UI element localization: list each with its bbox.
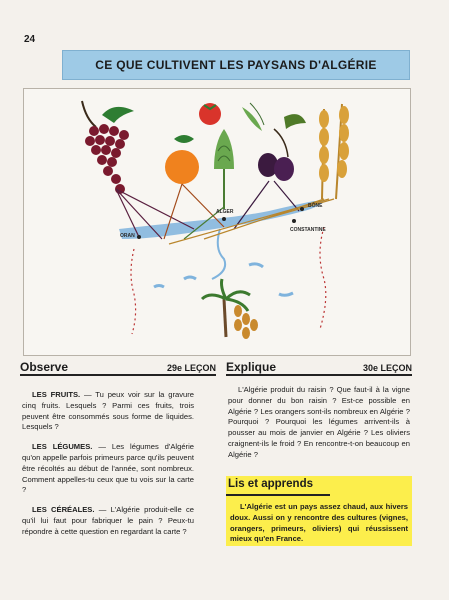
- orange-icon: [165, 135, 199, 184]
- heading-underline: [226, 494, 330, 496]
- explique-header: [226, 356, 412, 376]
- city-label: ALGER: [216, 209, 234, 215]
- lis-et-apprends-text: [230, 502, 408, 545]
- grapes-icon: [82, 101, 134, 194]
- explique-lesson: 30e LEÇON: [362, 363, 412, 373]
- paragraph-legumes: [22, 442, 194, 496]
- paragraph-lead: LES FRUITS.: [32, 390, 81, 399]
- border-west: [131, 249, 136, 334]
- paragraph-lead: LES CÉRÉALES.: [32, 505, 95, 515]
- page-number: 24: [24, 34, 36, 45]
- city-label: CONSTANTINE: [290, 227, 326, 233]
- explique-heading: Explique: [226, 360, 277, 374]
- page-title-text: CE QUE CULTIVENT LES PAYSANS D'ALGÉRIE: [95, 58, 377, 72]
- observe-text: [22, 390, 194, 547]
- lis-et-apprends-heading: Lis et apprends: [228, 478, 313, 490]
- city-label: ORAN: [120, 233, 135, 239]
- paragraph-body: — L'Algérie produit-elle ce qu'il lui faut pour fabriquer le pain ? Peux-tu répondre à cette question en regardant la carte ?: [22, 505, 194, 536]
- border-east: [320, 227, 326, 329]
- paragraph-cereales: [22, 505, 194, 537]
- tomato-icon: [199, 103, 221, 125]
- beans-icon: [242, 103, 264, 131]
- wheat-icon: [319, 104, 349, 199]
- river: [212, 229, 225, 279]
- explique-text: [228, 385, 410, 470]
- artichoke-icon: [214, 129, 234, 209]
- olives-icon: [258, 114, 306, 181]
- observe-header: [20, 356, 216, 376]
- paragraph-fruits: [22, 390, 194, 433]
- observe-lesson: 29e LEÇON: [166, 363, 216, 373]
- explique-paragraph: L'Algérie produit du raisin ? Que faut-il à la vigne pour donner du bon raisin ? Est-ce possible en Algérie ? Les orangers sont-ils nombreux en Algérie ? Pourquoi ? Pourquoi les légumes arrivent-ils à pousser au mois de janvier en Algérie ? Les oliviers craignent-ils le froid ? En rencontre-t-on beaucoup en Algérie ?: [228, 385, 410, 459]
- paragraph-body: — Les légumes d'Algérie qu'on appelle parfois primeurs parce qu'ils peuvent être récoltés au début de l'année, sont nombreux. Comment appelles-tu ceux que tu vois sur la carte ?: [22, 442, 194, 495]
- page-title: [62, 50, 410, 80]
- paragraph-body: — Tu peux voir sur la gravure cinq fruits. Lesquels ? Parmi ces fruits, trois peuvent être consommés sous forme de liquides. Lesquels ?: [22, 390, 194, 432]
- crops-map-illustration: [24, 89, 410, 355]
- lis-et-apprends-paragraph: L'Algérie est un pays assez chaud, aux hivers doux. Aussi on y rencontre des cultures (vignes, orangers, primeurs, oliviers) qui réussissent mieux qu'en France.: [230, 502, 408, 544]
- observe-heading: Observe: [20, 360, 69, 374]
- crops-map: [23, 88, 411, 356]
- city-label: BÔNE: [308, 203, 323, 209]
- paragraph-lead: LES LÉGUMES.: [32, 442, 93, 452]
- palm-tree-icon: [202, 279, 258, 339]
